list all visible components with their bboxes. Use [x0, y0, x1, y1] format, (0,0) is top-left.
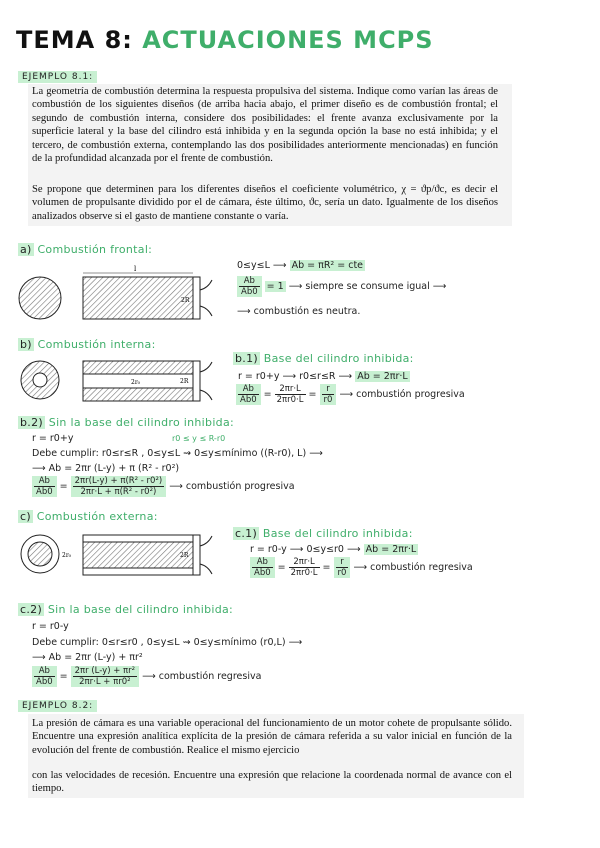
a-line3: ⟶ combustión es neutra.	[237, 306, 361, 317]
title-prefix: TEMA 8:	[16, 26, 133, 54]
c2-line1: r = r0-y	[32, 621, 69, 632]
dim-2r0-label: 2r₀	[131, 379, 141, 386]
dim-l-label: l	[134, 265, 137, 273]
c2-title: c.2) Sin la base del cilindro inhibida:	[20, 603, 234, 616]
b2-line2: Debe cumplir: r0≤r≤R , 0≤y≤L ⇝ 0≤y≤mínimo ((R-r0), L) ⟶	[32, 448, 323, 459]
example-8-1-text-2: Se propone que determinen para los diferentes diseños el coeficiente volumétrico, χ = ϑp/ϑc, es decir el volumen de propulsante dividido por el de cámara, éste último, ϑc, sería un dato. Igualmente de los diseños analizados observe si el gasto de mantiene constante o varía.	[32, 184, 498, 222]
dim-2r-label-c: 2R	[180, 552, 189, 559]
b1-line1: r = r0+y ⟶ r0≤r≤R ⟶ Ab = 2πr·L	[238, 371, 408, 382]
section-c-title: c) Combustión externa:	[20, 510, 158, 523]
c1-line2: $\frac{Ab}{Ab0}$ = $\frac{2\pi r\cdot L}{2\pi r0\cdot L}$ = $\frac{r}{r0}$ ⟶ combustión regresiva	[250, 557, 473, 578]
diagram-a	[16, 262, 226, 322]
b2-title: b.2) Sin la base del cilindro inhibida:	[20, 416, 235, 429]
c2-line3: ⟶ Ab = 2πr (L-y) + πr²	[32, 652, 143, 663]
a-line1: 0≤y≤L ⟶ Ab = πR² = cte	[237, 260, 364, 271]
diagram-c	[16, 530, 226, 580]
section-b-title: b) Combustión interna:	[20, 338, 156, 351]
b2-line3: ⟶ Ab = 2πr (L-y) + π (R² - r0²)	[32, 463, 180, 474]
page-title	[16, 26, 434, 54]
c2-line4: $\frac{Ab}{Ab0}$ = $\frac{\text{2πr (L-y) + πr²}}{\text{2πr·L + πr0²}}$ ⟶ combustión regresiva	[32, 666, 261, 687]
b2-line4: $\frac{Ab}{Ab0}$ = $\frac{\text{2πr(L-y) + π(R² - r0²)}}{\text{2πr·L + π(R² - r0²)}}$ ⟶ combustión progresiva	[32, 476, 295, 497]
example-8-1-text: La geometría de combustión determina la respuesta propulsiva del sistema. Indique como varían las áreas de combustión de los siguientes diseños (de arriba hacia abajo, el primer diseño es de combustión frontal; el segundo de combustión interna, considere dos posibilidades: el frente avanza exclusivamente por la superficie lateral y la base del cilindro está inhibida y en la segunda opción la base no está inhibida; y el tercero, de combustión externa, contemplando las dos posibilidades anteriormente mencionadas) en función de la profundidad alcanzada por el frente de combustión.	[32, 86, 498, 165]
diagram-b	[16, 356, 226, 406]
c1-title: c.1) Base del cilindro inhibida:	[235, 527, 413, 540]
a-line2: $\frac{Ab}{Ab0}$ = 1 ⟶ siempre se consume igual ⟶	[237, 276, 446, 297]
b1-title: b.1) Base del cilindro inhibida:	[235, 352, 414, 365]
a-fraction: $\frac{Ab}{Ab0}$	[237, 276, 262, 297]
c1-line1: r = r0-y ⟶ 0≤y≤r0 ⟶ Ab = 2πr·L	[250, 544, 417, 555]
dim-2r0-label-c: 2r₀	[62, 552, 72, 559]
b1-line2: $\frac{Ab}{Ab0}$ = $\frac{2\pi r\cdot L}{2\pi r0\cdot L}$ = $\frac{r}{r0}$ ⟶ combustión progresiva	[236, 384, 465, 405]
title-main: ACTUACIONES MCPS	[142, 26, 434, 54]
example-8-2-text: La presión de cámara es una variable operacional del funcionamiento de un motor cohete de propulsante sólido. Encuentre una expresión analítica explícita de la presión de cámara referida a su valor inicial en función de la evolución del frente de combustión. Realice el mismo ejercicio	[32, 718, 512, 756]
b2-line1: r = r0+y	[32, 433, 74, 444]
example-8-2-text-2: con las velocidades de recesión. Encuentre una expresión que relacione la coordenada normal de avance con el tiempo.	[32, 770, 512, 795]
example-8-1-tag: EJEMPLO 8.1:	[18, 71, 97, 83]
b2-note: r0 ≤ y ≤ R-r0	[172, 434, 226, 443]
dim-2r-label-b: 2R	[180, 378, 189, 385]
c2-line2: Debe cumplir: 0≤r≤r0 , 0≤y≤L ⇝ 0≤y≤mínimo (r0,L) ⟶	[32, 637, 303, 648]
dim-2r-label: 2R	[181, 297, 190, 304]
section-a-title: a) Combustión frontal:	[20, 243, 153, 256]
example-8-2-tag: EJEMPLO 8.2:	[18, 700, 97, 712]
